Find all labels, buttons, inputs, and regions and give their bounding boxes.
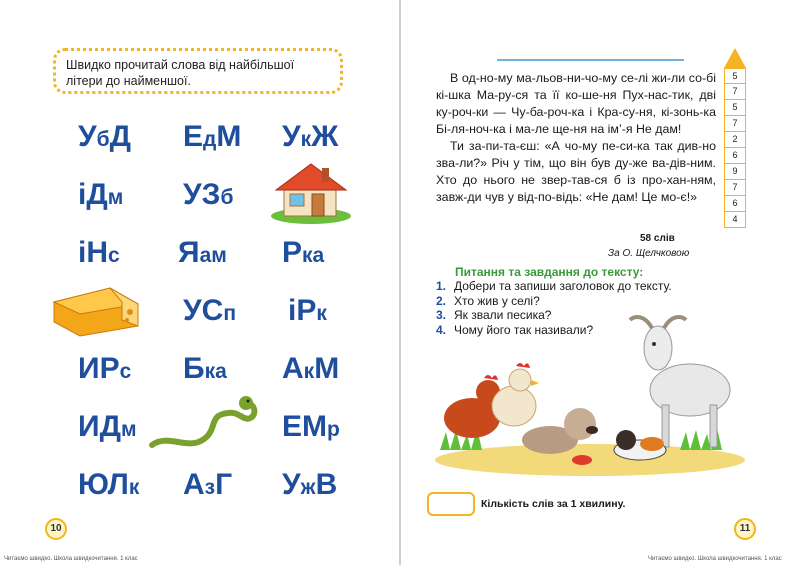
instruction-text: Швидко прочитай слова від найбільшої літери до найменшої. [66, 58, 295, 88]
ladder-cell: 4 [724, 212, 746, 228]
letter-glyph: И [78, 352, 100, 385]
letter-glyph: М [302, 410, 328, 443]
letter-glyph: б [220, 186, 234, 209]
letter-glyph: і [78, 178, 87, 211]
letter-glyph: М [314, 352, 340, 385]
letter-word [183, 122, 241, 152]
letter-glyph: Д [109, 120, 132, 153]
letter-glyph: Р [282, 236, 303, 269]
ladder-cell: 5 [724, 100, 746, 116]
letter-glyph: У [282, 468, 301, 501]
letter-word [78, 180, 123, 210]
syllable-ladder [724, 48, 746, 228]
letter-word [78, 122, 131, 152]
letter-glyph: р [327, 418, 340, 441]
ladder-cell: 2 [724, 132, 746, 148]
letter-glyph: Г [215, 468, 233, 501]
letter-word [288, 296, 327, 326]
letter-glyph: У [282, 120, 301, 153]
letter-glyph: Р [296, 294, 317, 327]
letter-word [282, 470, 337, 500]
letter-glyph: Д [86, 178, 108, 211]
story-paragraph-2: Ти за-пи-та-єш: «А чо-му пе-си-ка так див-но зва-ли?» Річ у тім, що він був ду-же ва-дів-ним. Хто до нього не звер-тав-ся б із про-хан-ням, завж-ди чув у від-по-відь: «Не дам! Це мо-є!» [436, 139, 716, 204]
question-item: 1. Добери та запиши заголовок до тексту. [436, 279, 672, 293]
letter-word [183, 296, 236, 326]
ladder-cell: 7 [724, 116, 746, 132]
letter-glyph: Н [86, 236, 109, 269]
ladder-cell: 9 [724, 164, 746, 180]
letter-glyph: с [119, 360, 132, 383]
ladder-cell: 7 [724, 180, 746, 196]
story-text [436, 70, 716, 206]
letter-glyph: ка [204, 360, 227, 383]
letter-glyph: д [203, 128, 217, 151]
ladder-cell: 6 [724, 148, 746, 164]
letter-glyph: С [201, 294, 224, 327]
letter-glyph: п [223, 302, 237, 325]
letter-glyph: З [201, 178, 221, 211]
questions-heading: Питання та завдання до тексту: [455, 265, 644, 279]
letter-word [183, 470, 232, 500]
letter-glyph: м [120, 418, 137, 441]
ladder-cap [724, 48, 746, 68]
letter-word [282, 412, 340, 442]
letter-glyph: У [183, 294, 202, 327]
letter-glyph: к [128, 476, 140, 499]
letter-glyph: Е [282, 410, 303, 443]
letter-glyph: У [183, 178, 202, 211]
title-line [497, 59, 684, 61]
ladder-cell: 7 [724, 84, 746, 100]
letter-glyph: с [108, 244, 120, 267]
letter-glyph: У [78, 120, 97, 153]
page-number-right: 11 [734, 518, 756, 540]
letter-glyph: Р [99, 352, 120, 385]
letter-glyph: к [303, 360, 315, 383]
letter-glyph: А [282, 352, 304, 385]
letter-glyph: ка [302, 244, 325, 267]
letter-glyph: М [216, 120, 242, 153]
instruction-box [53, 48, 343, 94]
letter-glyph: Д [99, 410, 121, 443]
letter-glyph: і [288, 294, 297, 327]
story-paragraph-1: В од-но-му ма-льов-ни-чо-му се-лі жи-ли со-бі кі-шка Ма-ру-ся та її ко-ше-ня Пух-нас-тик, дві ку-роч-ки — Чу-ба-роч-ка і Кра-су-ня, кі-зонь-ка Бі-ля-ноч-ка і ма-ле ще-ня на ім’-я Не дам! [436, 71, 716, 136]
word-count: 58 слів [640, 233, 675, 244]
letter-glyph: Я [178, 236, 200, 269]
count-label: Кількість слів за 1 хвилину. [481, 498, 626, 510]
letter-glyph: Ю [78, 468, 108, 501]
letter-glyph: Е [183, 120, 204, 153]
letter-glyph: і [78, 236, 87, 269]
letter-word [78, 238, 120, 268]
question-item: 3. Як звали песика? [436, 308, 552, 322]
house-illustration [270, 160, 352, 224]
letter-glyph: к [316, 302, 327, 325]
letter-word [78, 412, 136, 442]
letter-glyph: б [96, 128, 110, 151]
goat-hens-dog-cat-illustration [430, 300, 750, 480]
letter-glyph: Б [183, 352, 205, 385]
page-number-left: 10 [45, 518, 67, 540]
ladder-cell: 6 [724, 196, 746, 212]
count-input-box[interactable] [427, 492, 475, 516]
letter-word [78, 470, 139, 500]
question-item: 2. Хто жив у селі? [436, 293, 540, 308]
letter-word [78, 354, 131, 384]
ladder-cell: 5 [724, 68, 746, 84]
letter-glyph: В [315, 468, 338, 501]
letter-glyph: Ж [311, 120, 339, 153]
letter-word [183, 354, 227, 384]
snake-illustration [148, 393, 268, 453]
letter-glyph: Л [107, 468, 129, 501]
letter-glyph: И [78, 410, 100, 443]
letter-glyph: ж [300, 476, 316, 499]
letter-word [282, 238, 324, 268]
footer-left: Читаємо швидко. Школа швидкочитання. 1 клас [4, 556, 138, 562]
letter-glyph: к [300, 128, 312, 151]
letter-word [282, 354, 339, 384]
question-item: 4. Чому його так називали? [436, 322, 594, 337]
letter-word [282, 122, 338, 152]
letter-glyph: з [204, 476, 216, 499]
footer-right: Читаємо швидко. Школа швидкочитання. 1 клас [648, 556, 782, 562]
letter-word [178, 238, 227, 268]
letter-word [183, 180, 233, 210]
letter-glyph: А [183, 468, 205, 501]
letter-glyph: м [107, 186, 124, 209]
letter-glyph: ам [199, 244, 227, 267]
author-credit: За О. Щелчковою [608, 248, 690, 259]
cheese-illustration [50, 280, 140, 340]
